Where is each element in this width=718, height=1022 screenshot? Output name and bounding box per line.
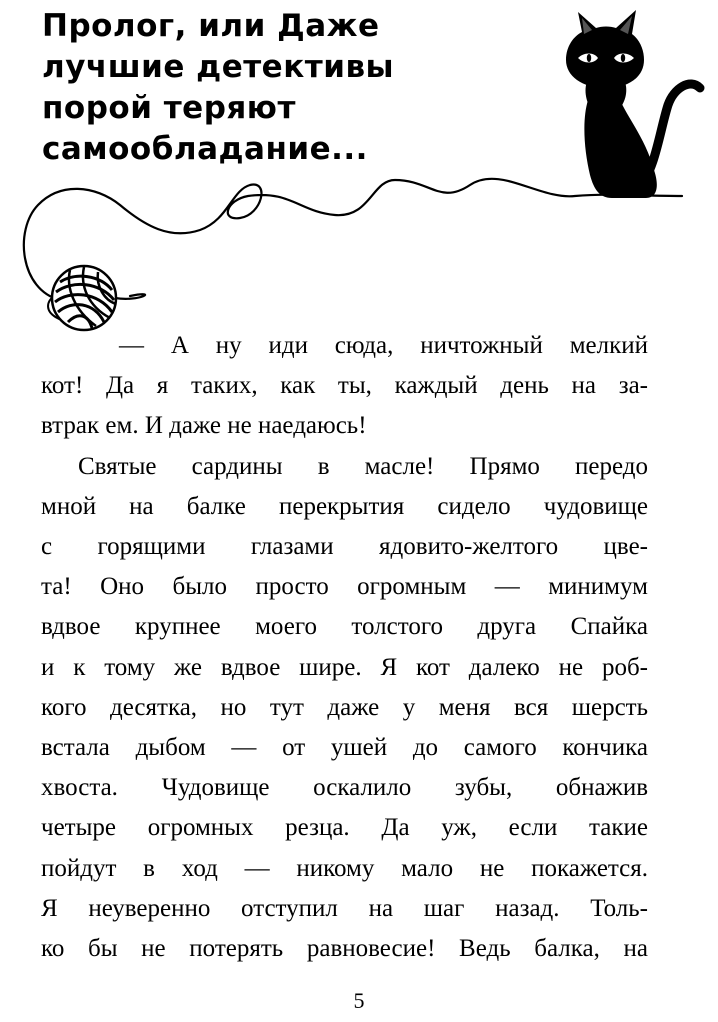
text-line: — А ну иди сюда, ничтожный мелкий xyxy=(119,332,648,359)
text-line: хвоста. Чудовище оскалило зубы, обнажив xyxy=(41,774,648,802)
chapter-title-line: порой теряют xyxy=(42,90,296,126)
text-line: втрак ем. И даже не наедаюсь! xyxy=(41,412,367,440)
text-line: Я неуверенно отступил на шаг назад. Толь- xyxy=(41,894,648,922)
body-text xyxy=(41,326,648,969)
text-line: пойдут в ход — никому мало не покажется. xyxy=(41,854,648,882)
text-line: с горящими глазами ядовито-желтого цве- xyxy=(41,533,648,561)
thread-line xyxy=(24,179,682,300)
chapter-title-line: Пролог, или Даже xyxy=(42,8,380,44)
yarn-ball-icon xyxy=(52,266,116,330)
text-line: кот! Да я таких, как ты, каждый день на за- xyxy=(41,372,648,400)
text-line: четыре огромных резца. Да уж, если такие xyxy=(41,814,648,842)
black-cat-icon xyxy=(566,10,700,198)
chapter-title-line: лучшие детективы xyxy=(42,49,395,85)
text-line: та! Оно было просто огромным — минимум xyxy=(41,573,648,601)
text-line: ко бы не потерять равновесие! Ведь балка, на xyxy=(41,935,648,963)
text-line: встала дыбом — от ушей до самого кончика xyxy=(41,734,648,762)
text-line: Святые сардины в масле! Прямо передо xyxy=(78,452,648,480)
text-line: мной на балке перекрытия сидело чудовище xyxy=(41,492,648,520)
page-number: 5 xyxy=(353,988,365,1013)
text-line: кого десятка, но тут даже у меня вся шерсть xyxy=(41,693,648,721)
chapter-title xyxy=(42,6,562,170)
text-line: вдвое крупнее моего толстого друга Спайка xyxy=(41,613,648,641)
text-line: и к тому же вдвое шире. Я кот далеко не роб- xyxy=(41,653,648,681)
chapter-title-line: самообладание... xyxy=(42,131,368,167)
